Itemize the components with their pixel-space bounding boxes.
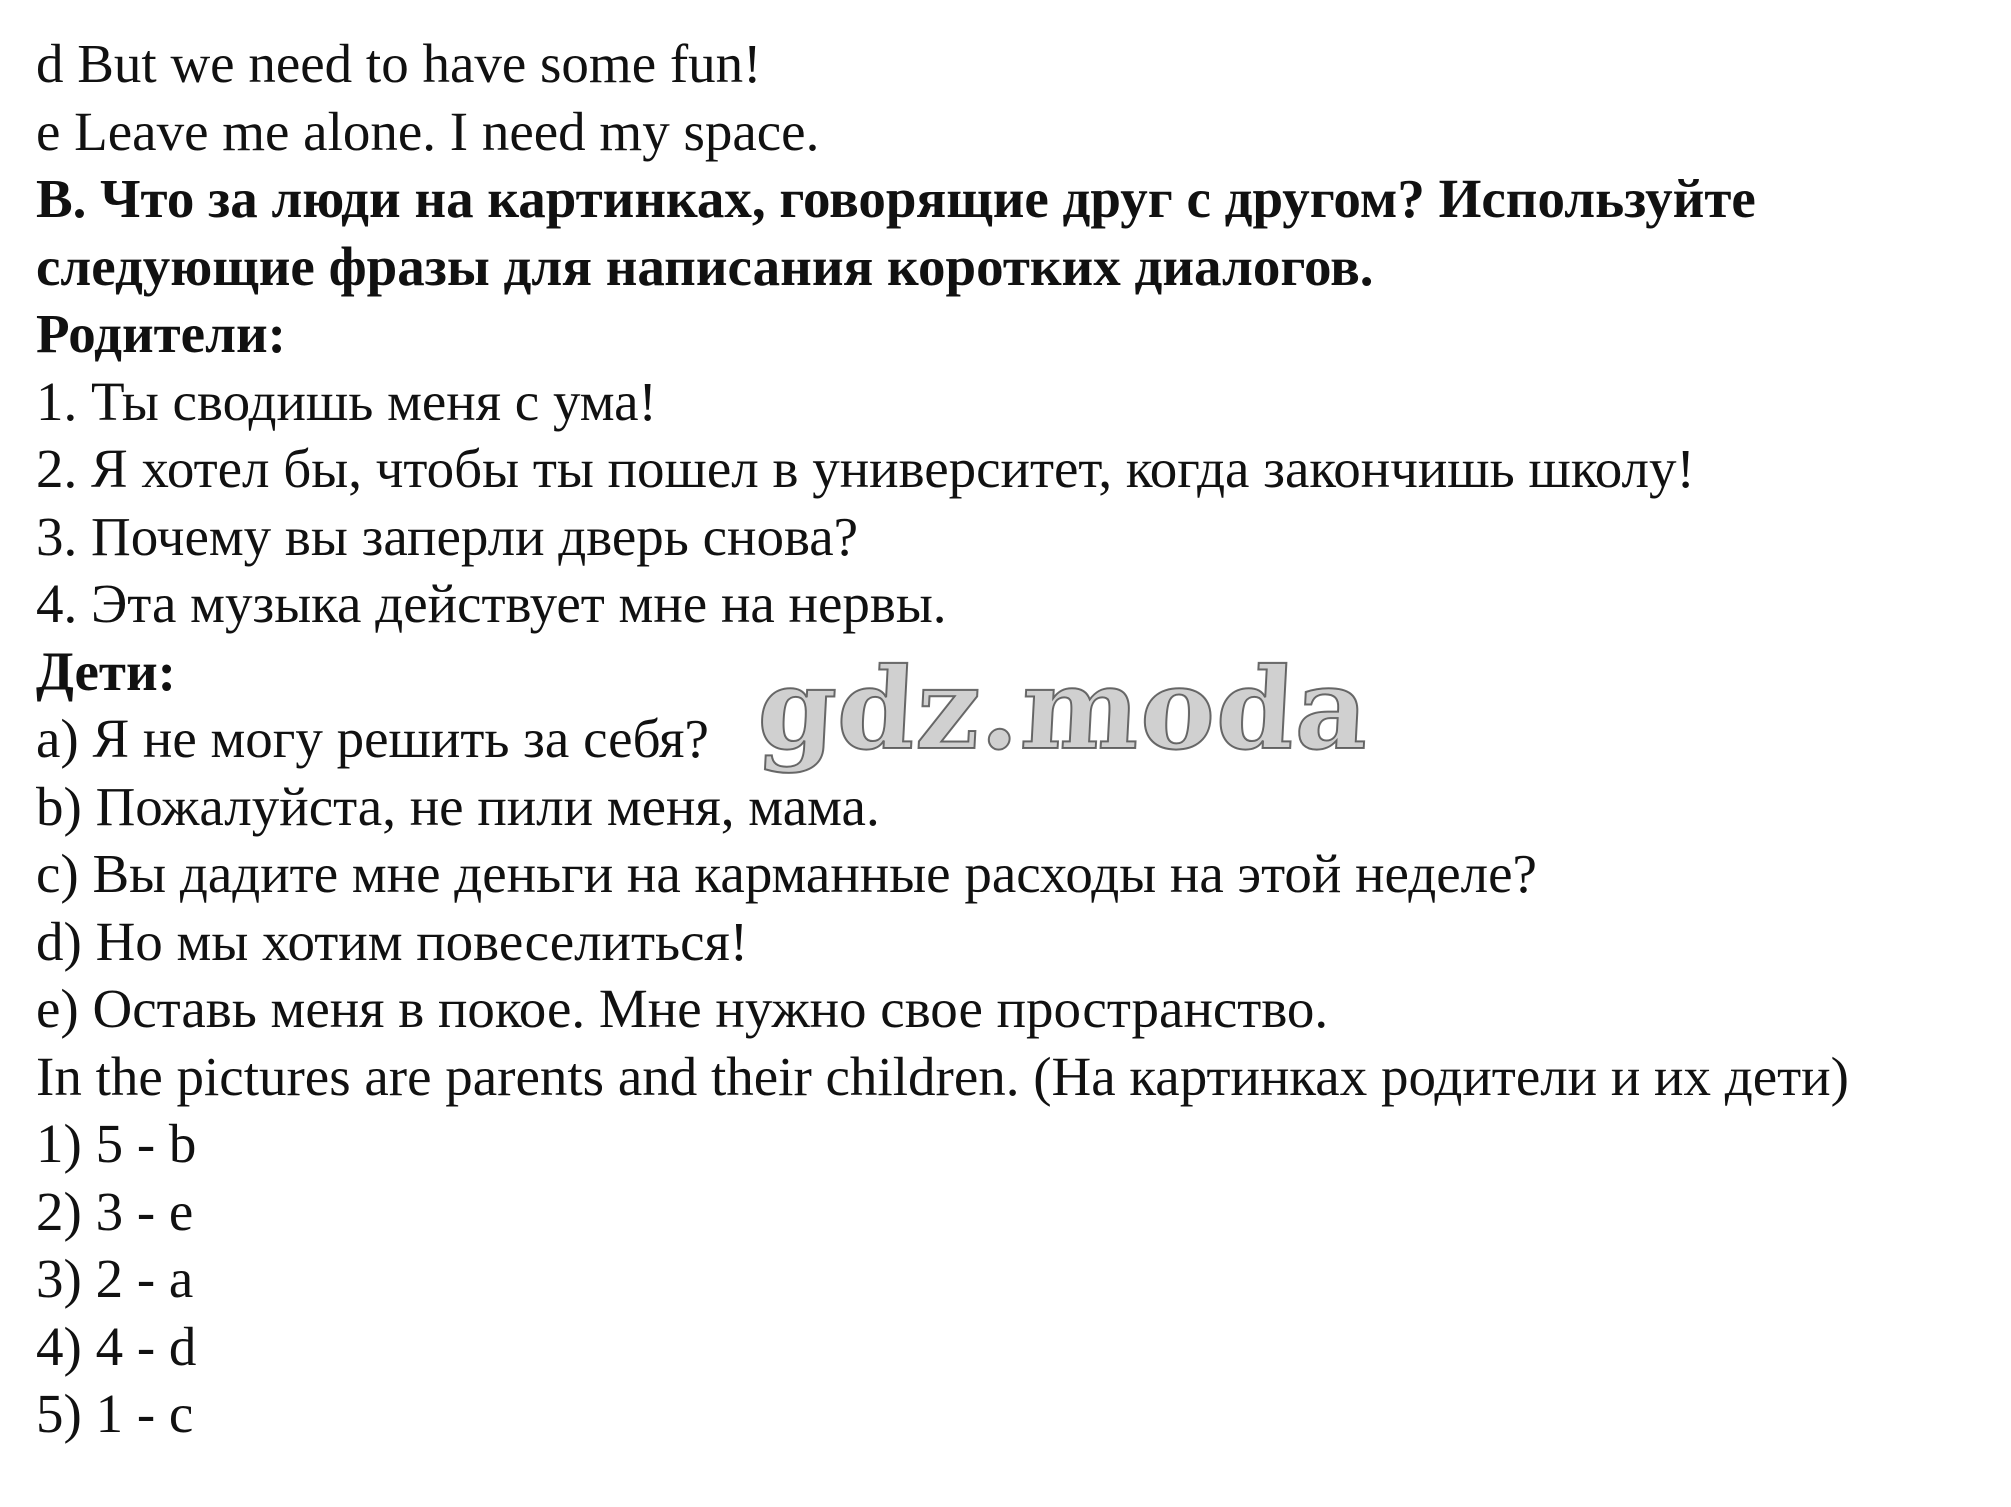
answer-item: 3) 2 - a <box>36 1248 194 1309</box>
text-line: d But we need to have some fun! <box>36 33 762 94</box>
children-heading: Дети: <box>36 640 176 702</box>
children-item: a) Я не могу решить за себя? <box>36 708 709 769</box>
children-item: e) Оставь меня в покое. Мне нужно свое пространство. <box>36 978 1329 1039</box>
document-text <box>36 30 1996 1448</box>
children-item: b) Пожалуйста, не пили меня, мама. <box>36 775 880 837</box>
children-item: c) Вы дадите мне деньги на карманные расходы на этой неделе? <box>36 843 1537 904</box>
children-item: d) Но мы хотим повеселиться! <box>36 910 749 972</box>
text-line: e Leave me alone. I need my space. <box>36 100 820 162</box>
parents-item: 3. Почему вы заперли дверь снова? <box>36 505 859 567</box>
answer-item: 2) 3 - e <box>36 1180 194 1242</box>
parents-item: 2. Я хотел бы, чтобы ты пошел в университет, когда закончишь школу! <box>36 438 1695 499</box>
answer-item: 5) 1 - c <box>36 1383 194 1444</box>
watermark-logo: gdz.moda <box>754 644 1373 775</box>
answer-item: 4) 4 - d <box>36 1315 197 1377</box>
parents-item: 4. Эта музыка действует мне на нервы. <box>36 573 947 634</box>
task-heading-line: B. Что за люди на картинках, говорящие друг с другом? Используйте <box>36 168 1756 229</box>
parents-item: 1. Ты сводишь меня с ума! <box>36 370 657 432</box>
parents-heading: Родители: <box>36 303 286 364</box>
answer-item: 1) 5 - b <box>36 1113 197 1174</box>
task-heading-line: следующие фразы для написания коротких диалогов. <box>36 235 1374 297</box>
answer-intro: In the pictures are parents and their children. (На картинках родители и их дети) <box>36 1045 1849 1107</box>
